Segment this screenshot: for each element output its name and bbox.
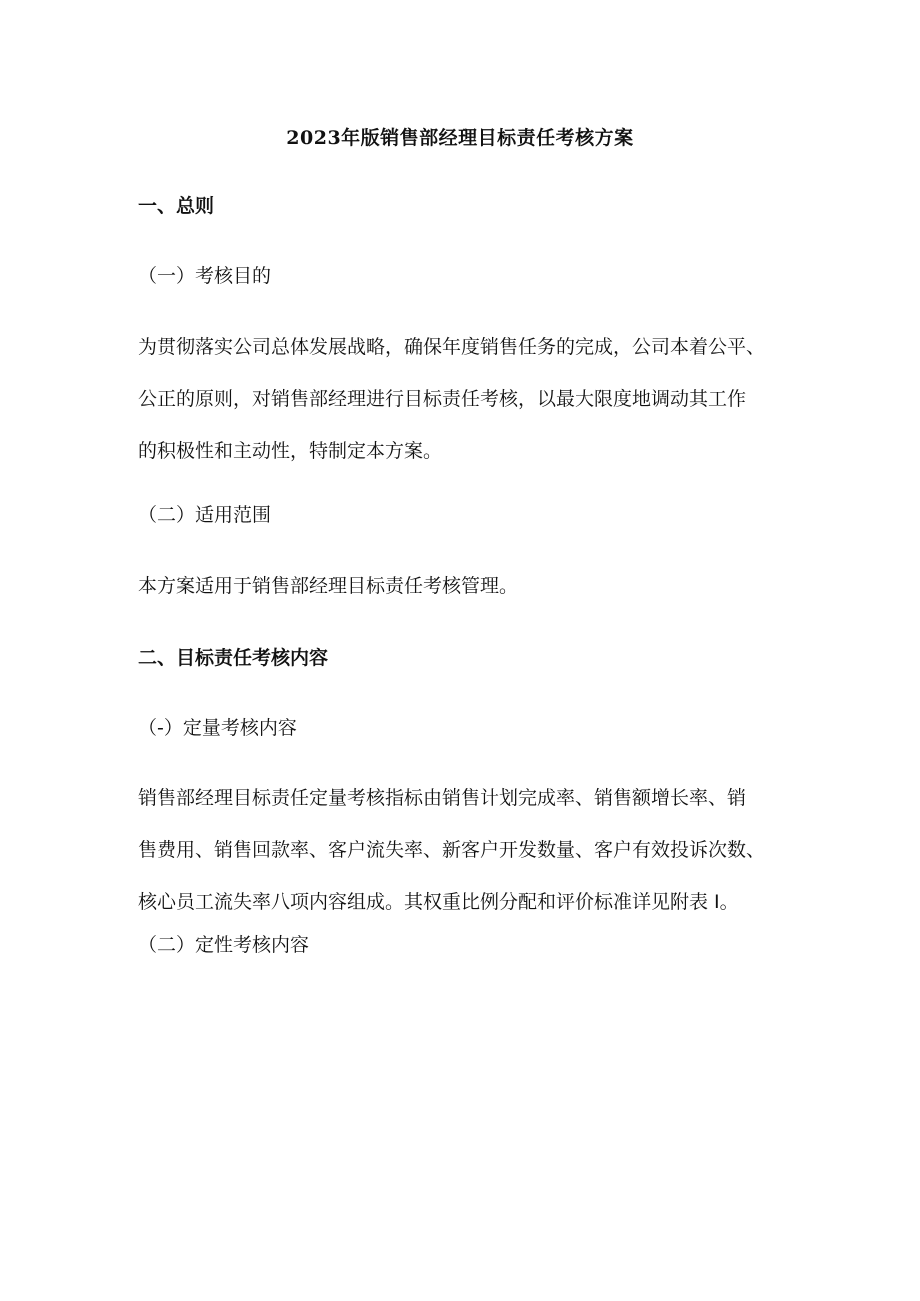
paragraph-line: 售费用、销售回款率、客户流失率、新客户开发数量、客户有效投诉次数、 — [138, 839, 766, 861]
paragraph-line: 核心员工流失率八项内容组成。其权重比例分配和评价标准详见附表 I。 — [138, 891, 739, 913]
section-2-1-paragraph — [138, 772, 798, 928]
paragraph-line: 公正的原则，对销售部经理进行目标责任考核，以最大限度地调动其工作 — [138, 388, 747, 410]
paragraph-line: 销售部经理目标责任定量考核指标由销售计划完成率、销售额增长率、销 — [138, 787, 747, 809]
section-1-2-text: 本方案适用于销售部经理目标责任考核管理。 — [138, 575, 519, 597]
section-1-2-heading: （二）适用范围 — [138, 504, 272, 526]
section-1-1-heading: （一）考核目的 — [138, 265, 272, 287]
document-title: 2023年版销售部经理目标责任考核方案 — [286, 127, 634, 149]
paragraph-line: 为贯彻落实公司总体发展战略，确保年度销售任务的完成，公司本着公平、 — [138, 336, 766, 358]
section-1-heading: 一、总则 — [138, 195, 215, 217]
section-1-1-paragraph — [138, 321, 798, 477]
paragraph-line: 的积极性和主动性，特制定本方案。 — [138, 440, 443, 462]
section-2-1-heading: （-）定量考核内容 — [138, 717, 297, 739]
section-2-2-heading: （二）定性考核内容 — [138, 934, 310, 956]
section-2-heading: 二、目标责任考核内容 — [138, 647, 329, 669]
